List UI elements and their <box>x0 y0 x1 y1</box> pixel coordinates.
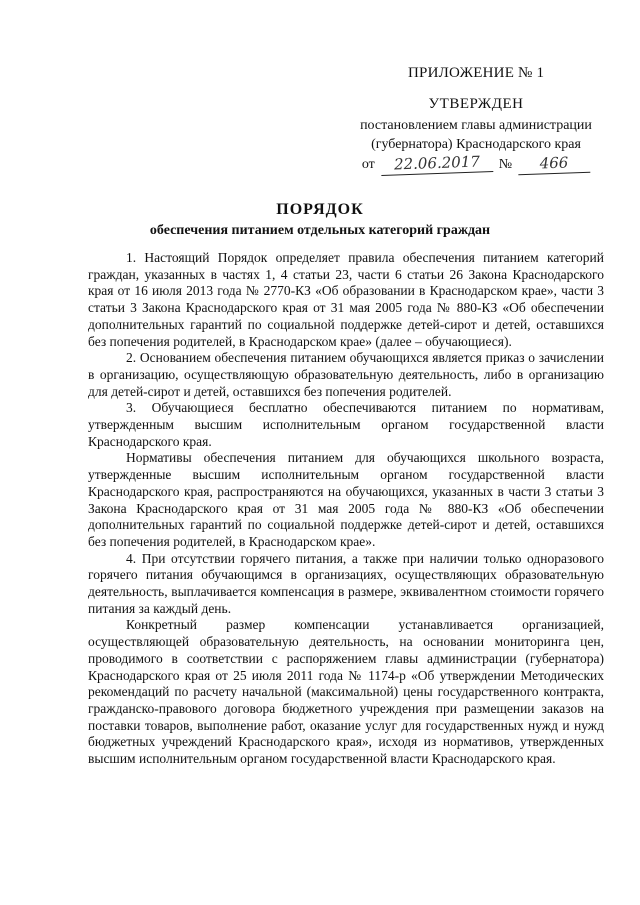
paragraph-1: 1. Настоящий Порядок определяет правила обеспечения питанием категорий граждан, указанных в частях 1, 4 статьи 23, части 6 статьи 26 Закона Краснодарского края от 16 июля 2013 года № 2770-КЗ «Об образовании в Краснодарском крае», части 3 статьи 3 Закона Краснодарского края от 31 мая 2005 года № 880-КЗ «Об обеспечении дополнительных гарантий по социальной поддержке детей-сирот и детей, оставшихся без попечения родителей, в Краснодарском крае» (далее – обучающиеся). <box>88 250 604 349</box>
paragraph-2: 2. Основанием обеспечения питанием обучающихся является приказ о зачислении в организацию, осуществляющую образовательную деятельность, либо в организацию для детей-сирот и детей, оставшихся без попечения родителей. <box>88 350 604 399</box>
paragraph-3: 3. Обучающиеся бесплатно обеспечиваются питанием по нормативам, утвержденным высшим исполнительным органом государственной власти Краснодарского края. <box>88 400 604 449</box>
paragraph-6: Конкретный размер компенсации устанавливается организацией, осуществляющей образовательную деятельность, на основании мониторинга цен, проводимого в соответствии с распоряжением главы администрации (губернатора) Краснодарского края от 25 июля 2011 года № 1174-р «Об утверждении Методических рекомендаций по расчету начальной (максимальной) цены государственного контракта, гражданско-правового договора бюджетного учреждения при размещении заказов на поставки товаров, выполнение работ, оказание услуг для государственных нужд и нужд бюджетных учреждений Краснодарского края», исходя из нормативов, утвержденных высшим исполнительным органом государственной власти Краснодарского края. <box>88 617 604 767</box>
decree-line-2: (губернатора) Краснодарского края <box>371 137 581 152</box>
from-label: от <box>361 157 375 172</box>
paragraph-4: Нормативы обеспечения питанием для обучающихся школьного возраста, утвержденные высшим исполнительным органом государственной власти Краснодарского края, распространяются на обучающихся, указанных в части 3 статьи 3 Закона Краснодарского края от 31 мая 2005 года № 880-КЗ «Об обеспечении дополнительных гарантий по социальной поддержке детей-сирот и детей, оставшихся без попечения родителей, в Краснодарском крае». <box>88 450 604 549</box>
approved-heading: УТВЕРЖДЕН <box>428 96 524 112</box>
document-title: ПОРЯДОК <box>276 201 364 218</box>
appendix-label: ПРИЛОЖЕНИЕ № 1 <box>408 65 545 81</box>
handwritten-number: 466 <box>518 153 591 176</box>
number-label: № <box>498 157 513 172</box>
date-number-row <box>340 154 612 174</box>
handwritten-date: 22.06.2017 <box>380 152 493 176</box>
document-subtitle: обеспечения питанием отдельных категорий граждан <box>149 223 491 238</box>
decree-line-1: постановлением главы администрации <box>360 118 592 133</box>
paragraph-5: 4. При отсутствии горячего питания, а также при наличии только одноразового горячего питания обучающимся в организациях, осуществляющих образовательную деятельность, выплачивается компенсация в размере, эквивалентном стоимости горячего питания за каждый день. <box>88 550 604 616</box>
approval-block <box>340 95 612 174</box>
document-body <box>88 250 604 768</box>
